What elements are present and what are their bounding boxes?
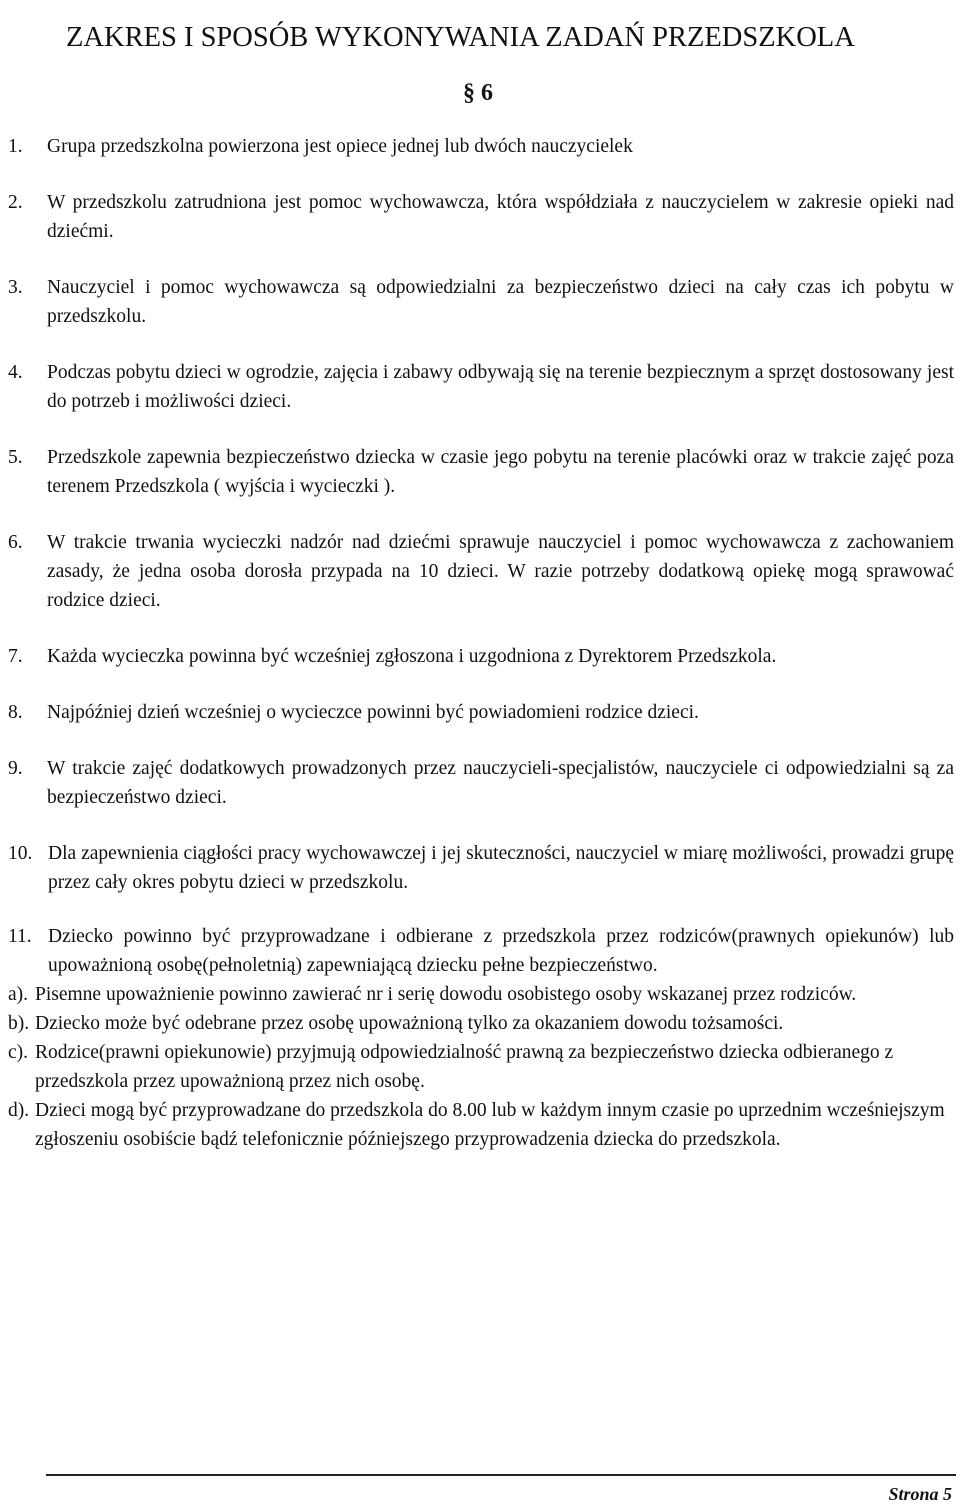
sub-item-text: Dziecko może być odebrane przez osobę upoważnioną tylko za okazaniem dowodu tożsamości. xyxy=(35,1013,784,1034)
document-title: ZAKRES I SPOSÓB WYKONYWANIA ZADAŃ PRZEDSZKOLA xyxy=(66,22,855,53)
rules-list xyxy=(0,132,960,1154)
item-number: 10. xyxy=(8,843,33,864)
item-text: Najpóźniej dzień wcześniej o wycieczce powinni być powiadomieni rodzice dzieci. xyxy=(47,702,699,723)
item-number: 5. xyxy=(8,447,23,468)
sub-item-text: Dzieci mogą być przyprowadzane do przedszkola do 8.00 lub w każdym innym czasie po uprzednim wcześniejszym zgłoszeniu osobiście bądź telefonicznie późniejszego przyprowadzenia dziecka do przedszkola. xyxy=(35,1100,945,1150)
item-number: 9. xyxy=(8,758,23,779)
item-number: 4. xyxy=(8,362,23,383)
sub-item xyxy=(0,1038,960,1096)
item-number: 3. xyxy=(8,277,23,298)
list-item xyxy=(0,754,960,812)
item-text: W trakcie zajęć dodatkowych prowadzonych przez nauczycieli-specjalistów, nauczyciele ci odpowiedzialni są za bezpieczeństwo dzieci. xyxy=(47,758,954,808)
list-item xyxy=(0,273,960,331)
list-item xyxy=(0,922,960,980)
item-text: Dziecko powinno być przyprowadzane i odbierane z przedszkola przez rodziców(prawnych opiekunów) lub upoważnioną osobę(pełnoletnią) zapewniającą dziecku pełne bezpieczeństwo. xyxy=(48,926,954,976)
item-number: 11. xyxy=(8,926,32,947)
footer-divider xyxy=(46,1474,956,1476)
item-number: 8. xyxy=(8,702,23,723)
sub-item-text: Pisemne upoważnienie powinno zawierać nr i serię dowodu osobistego osoby wskazanej przez rodziców. xyxy=(35,984,857,1005)
list-item xyxy=(0,528,960,615)
item-text: Przedszkole zapewnia bezpieczeństwo dziecka w czasie jego pobytu na terenie placówki oraz w trakcie zajęć poza terenem Przedszkola ( wyjścia i wycieczki ). xyxy=(47,447,954,497)
item-text: Grupa przedszkolna powierzona jest opiece jednej lub dwóch nauczycielek xyxy=(47,136,633,157)
item-text: W przedszkolu zatrudniona jest pomoc wychowawcza, która współdziała z nauczycielem w zakresie opieki nad dziećmi. xyxy=(47,192,954,242)
list-item xyxy=(0,358,960,416)
item-text: Nauczyciel i pomoc wychowawcza są odpowiedzialni za bezpieczeństwo dzieci na cały czas ich pobytu w przedszkolu. xyxy=(47,277,954,327)
item-text: Dla zapewnienia ciągłości pracy wychowawczej i jej skuteczności, nauczyciel w miarę możliwości, prowadzi grupę przez cały okres pobytu dzieci w przedszkolu. xyxy=(48,843,954,893)
sub-item-letter: d). xyxy=(8,1100,30,1121)
item-number: 7. xyxy=(8,646,23,667)
page-number: Strona 5 xyxy=(888,1484,952,1504)
item-text: W trakcie trwania wycieczki nadzór nad dziećmi sprawuje nauczyciel i pomoc wychowawcza z zachowaniem zasady, że jedna osoba dorosła przypada na 10 dzieci. W razie potrzeby dodatkową opiekę mogą sprawować rodzice dzieci. xyxy=(47,532,954,611)
sub-item-letter: a). xyxy=(8,984,29,1005)
item-number: 2. xyxy=(8,192,23,213)
item-number: 6. xyxy=(8,532,23,553)
sub-item-letter: b). xyxy=(8,1013,30,1034)
list-item xyxy=(0,188,960,246)
list-item xyxy=(0,443,960,501)
item-text: Każda wycieczka powinna być wcześniej zgłoszona i uzgodniona z Dyrektorem Przedszkola. xyxy=(47,646,777,667)
list-item xyxy=(0,839,960,897)
section-number: § 6 xyxy=(463,80,493,106)
sub-item xyxy=(0,1009,960,1038)
item-text: Podczas pobytu dzieci w ogrodzie, zajęcia i zabawy odbywają się na terenie bezpiecznym a sprzęt dostosowany jest do potrzeb i możliwości dzieci. xyxy=(47,362,954,412)
sub-item-text: Rodzice(prawni opiekunowie) przyjmują odpowiedzialność prawną za bezpieczeństwo dziecka odbieranego z przedszkola przez upoważnioną przez nich osobę. xyxy=(35,1042,894,1092)
item-number: 1. xyxy=(8,136,23,157)
list-item xyxy=(0,642,960,671)
list-item xyxy=(0,132,960,161)
sub-item xyxy=(0,1096,960,1154)
sub-item xyxy=(0,980,960,1009)
sub-item-letter: c). xyxy=(8,1042,29,1063)
list-item xyxy=(0,698,960,727)
